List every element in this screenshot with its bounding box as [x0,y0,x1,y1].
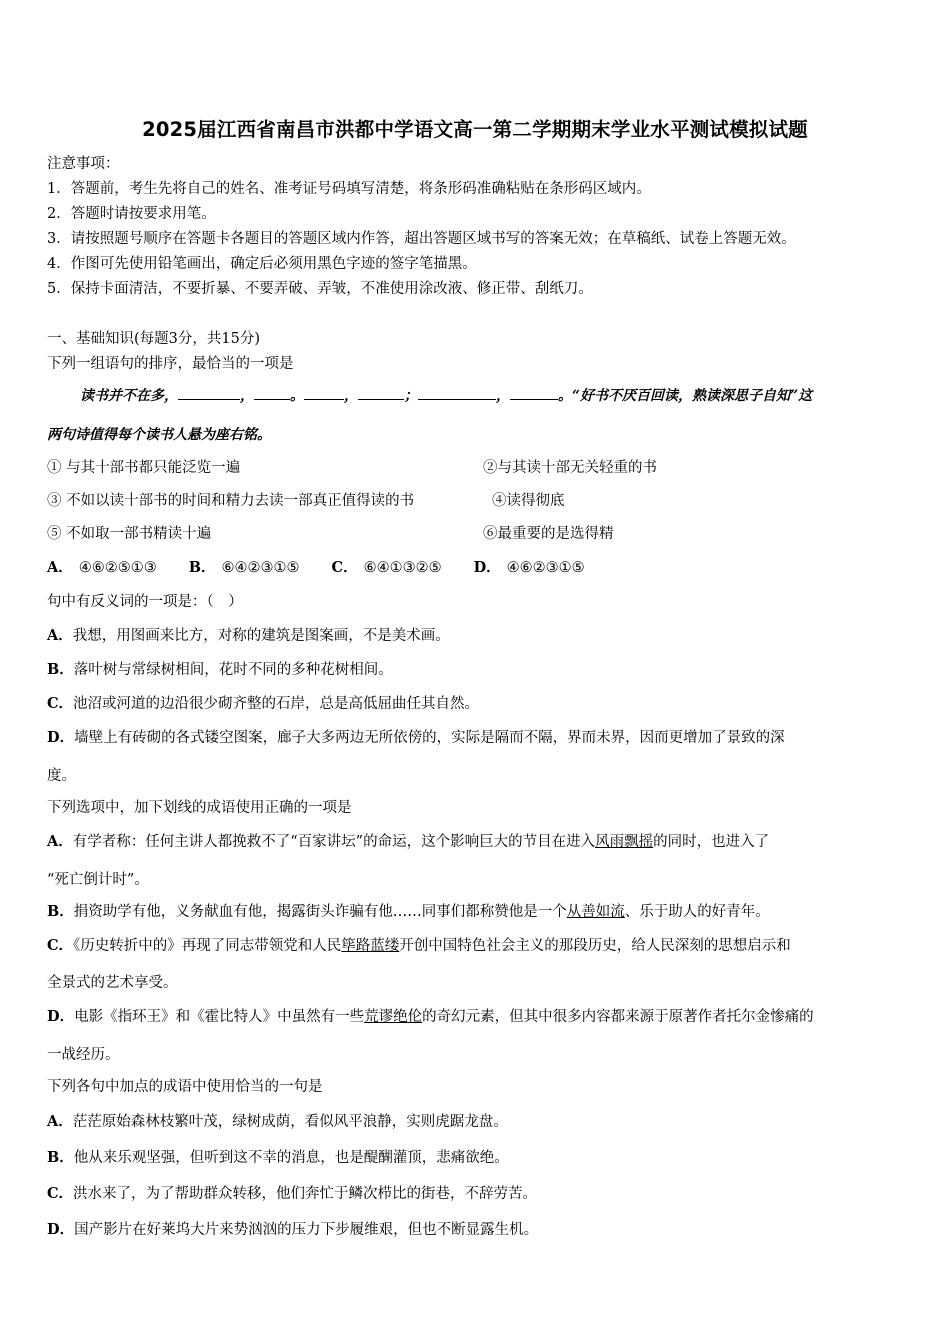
q2-stem: 句中有反义词的一项是：（ ） [47,594,243,610]
q3-option-d[interactable] [47,1005,814,1026]
q1-item-1: ① 与其十部书都只能泛览一遍 [47,460,241,476]
q3-option-a-post: 的同时，也进入了 [653,834,770,850]
q1-option-a-text: ④⑥②⑤①③ [78,560,157,576]
q1-option-d[interactable] [474,556,585,577]
q1-option-c[interactable] [332,556,442,577]
q1-passage-sep-4: ； [404,388,418,404]
q4-option-b-key: B． [47,1149,74,1166]
q3-option-a-key: A． [47,833,73,850]
q4-option-d-key: D． [47,1221,75,1238]
q3-option-b-pre: 捐资助学有他，义务献血有他，揭露街头诈骗有他……同事们都称赞他是一个 [73,904,567,920]
blank-5 [418,387,496,400]
q2-option-d-cont: 度。 [47,768,76,784]
q1-option-d-key: D． [473,559,501,576]
q3-option-c-key: C． [47,937,74,954]
q3-option-c-pre: 《历史转折中的》再现了同志带领党和人民 [73,938,342,954]
q3-option-a[interactable] [47,830,769,851]
q2-option-d-text: 墙壁上有砖砌的各式镂空图案，廊子大多两边无所依傍的，实际是隔而不隔，界而未界，因而更增加了景致的深 [74,730,785,746]
q1-options [47,556,611,577]
q4-option-d-text: 国产影片在好莱坞大片来势汹汹的压力下步履维艰，但也不断显露生机。 [74,1222,539,1238]
q4-option-c-key: C． [47,1185,74,1202]
q2-option-d-key: D． [47,729,75,746]
notice-item-5: 5．保持卡面清洁，不要折暴、不要弄破、弄皱，不准使用涂改液、修正带、刮纸刀。 [47,281,593,297]
q3-option-c[interactable] [47,934,791,955]
q1-option-b-text: ⑥④②③①⑤ [221,560,300,576]
q1-passage-start: 读书并不在多， [80,388,178,404]
notice-heading: 注意事项： [47,156,120,172]
q3-option-b-key: B． [47,903,74,920]
q1-option-b[interactable] [189,556,300,577]
notice-item-4: 4．作图可先使用铅笔画出，确定后必须用黑色字迹的签字笔描黑。 [47,256,477,272]
q1-option-c-text: ⑥④①③②⑤ [363,560,442,576]
q1-item-3: ③ 不如以读十部书的时间和精力去读一部真正值得读的书 [47,493,415,509]
q1-option-c-key: C． [331,559,358,576]
q1-option-d-text: ④⑥②③①⑤ [506,560,585,576]
q4-option-a[interactable] [47,1110,508,1131]
q1-passage-end: 。“好书不厌百回读，熟读深思子自知”这 [558,388,813,404]
notice-item-3: 3．请按照题号顺序在答题卡各题目的答题区域内作答，超出答题区域书写的答案无效；在草稿纸、试卷上答题无效。 [47,231,796,247]
q2-option-b-text: 落叶树与常绿树相间，花时不同的多种花树相间。 [73,662,393,678]
q1-item-6: ⑥最重要的是选得精 [483,526,614,542]
q1-option-a[interactable] [47,556,157,577]
blank-3 [304,387,344,400]
q3-option-d-key: D． [47,1008,75,1025]
q1-passage-sep-3: ， [344,388,358,404]
blank-1 [178,387,240,400]
q4-option-c[interactable] [47,1182,537,1203]
q2-option-a[interactable] [47,624,450,645]
q1-passage [80,385,812,405]
q1-passage-line2: 两句诗值得每个读书人悬为座右铭。 [47,427,271,443]
q3-option-a-cont: “死亡倒计时”。 [47,872,149,888]
q4-option-b[interactable] [47,1146,509,1167]
q3-option-d-idiom: 荒谬绝伦 [364,1009,423,1025]
q1-passage-sep-2: 。 [290,388,304,404]
q4-stem: 下列各句中加点的成语中使用恰当的一句是 [47,1079,323,1095]
q4-option-c-text: 洪水来了，为了帮助群众转移，他们奔忙于鳞次栉比的街巷，不辞劳苦。 [73,1186,538,1202]
q2-option-a-key: A． [47,627,73,644]
q3-option-c-cont: 全景式的艺术享受。 [47,975,178,991]
q1-item-5: ⑤ 不如取一部书精读十遍 [47,526,212,542]
q1-stem: 下列一组语句的排序，最恰当的一项是 [47,356,294,372]
q2-option-d[interactable] [47,726,785,747]
q2-option-b-key: B． [47,661,74,678]
blank-2 [254,387,290,400]
q1-option-a-key: A． [47,559,73,576]
q1-passage-sep-1: ， [240,388,254,404]
q2-option-c-text: 池沼或河道的边沿很少砌齐整的石岸，总是高低屈曲任其自然。 [73,696,480,712]
section-heading: 一、基础知识(每题3分，共15分) [47,331,260,347]
q3-stem: 下列选项中，加下划线的成语使用正确的一项是 [47,800,352,816]
q2-option-a-text: 我想，用图画来比方，对称的建筑是图案画，不是美术画。 [72,628,450,644]
q4-option-a-text: 茫茫原始森林枝繁叶茂，绿树成荫，看似风平浪静，实则虎踞龙盘。 [72,1114,508,1130]
q4-option-b-text: 他从来乐观坚强，但听到这不幸的消息，也是醍醐灌顶，悲痛欲绝。 [73,1150,509,1166]
q3-option-b[interactable] [47,900,770,921]
q3-option-a-idiom: 风雨飘摇 [595,834,654,850]
q2-option-c[interactable] [47,692,479,713]
notice-item-1: 1．答题前，考生先将自己的姓名、准考证号码填写清楚，将条形码准确粘贴在条形码区域内。 [47,181,651,197]
q3-option-d-cont: 一战经历。 [47,1047,120,1063]
q3-option-b-post: 、乐于助人的好青年。 [624,904,770,920]
q4-option-a-key: A． [47,1113,73,1130]
q1-passage-sep-5: ， [496,388,510,404]
q3-option-b-idiom: 从善如流 [566,904,625,920]
exam-title: 2025届江西省南昌市洪都中学语文高一第二学期期末学业水平测试模拟试题 [142,118,808,141]
q2-option-c-key: C． [47,695,74,712]
notice-item-2: 2．答题时请按要求用笔。 [47,206,216,222]
q3-option-a-pre: 有学者称：任何主讲人都挽救不了“百家讲坛”的命运，这个影响巨大的节目在进入 [72,834,596,850]
q4-option-d[interactable] [47,1218,538,1239]
q1-item-4: ④读得彻底 [492,493,565,509]
q1-option-b-key: B． [188,559,216,576]
blank-4 [358,387,404,400]
q3-option-d-pre: 电影《指环王》和《霍比特人》中虽然有一些 [74,1009,365,1025]
q1-item-2: ②与其读十部无关轻重的书 [483,460,657,476]
q3-option-d-post: 的奇幻元素，但其中很多内容都来源于原著作者托尔金惨痛的 [422,1009,814,1025]
q3-option-c-post: 开创中国特色社会主义的那段历史，给人民深刻的思想启示和 [399,938,791,954]
q3-option-c-idiom: 筚路蓝缕 [341,938,400,954]
q2-option-b[interactable] [47,658,393,679]
blank-6 [510,387,558,400]
